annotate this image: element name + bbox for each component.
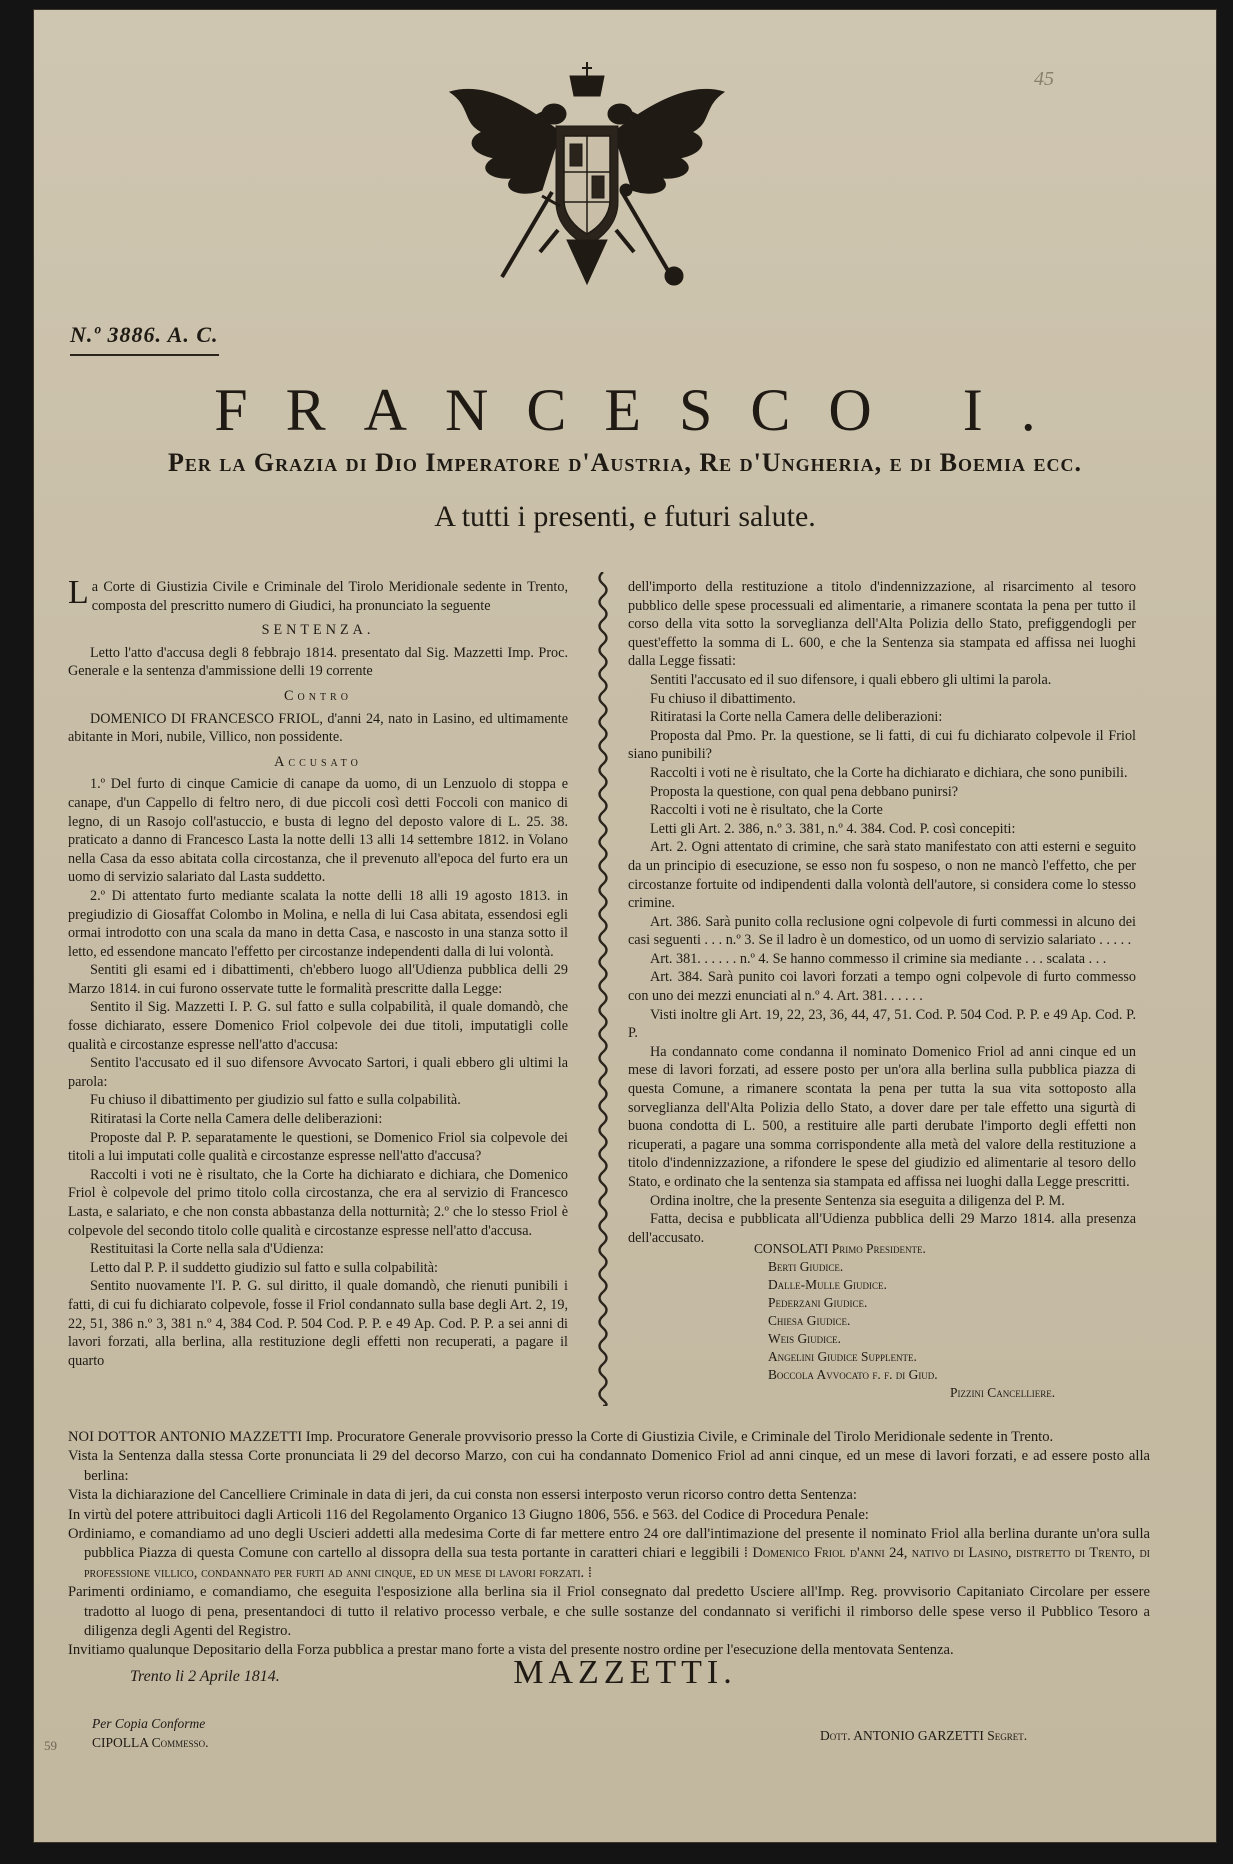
clerk-signature: CIPOLLA Commesso. [92, 1735, 209, 1750]
article-2: Art. 2. Ogni attentato di crimine, che sarà stato manifestato con atti esterni e seguito da un principio di esecuzione, se esso non fu sospeso, o non ne mancò l'effetto, che per circostanze fortuite od indipendenti dalla volontà dell'autore, si considera come lo stesso crimine. [628, 839, 1136, 912]
accusato-heading: Accusato [274, 753, 362, 770]
column-divider-ornament [594, 572, 612, 1406]
charge-1: 1.º Del furto di cinque Camicie di canape da uomo, di un Lenzuolo di stoppa e canape, d'un Cappello di feltro nero, di due piccoli così detti Foccoli con manico di legno, di un Rasojo coll'astuccio, e busta di legno del deposto valore di L. 25. 38. praticato a danno di Francesco Lasta la notte delli 13 alli 14 settembre 1812. in Volano nella Casa da esso abitata colla circostanza, che il prevenuto all'epoca del furto era un uomo di servizio salariato dal Lasta suddetto. [68, 776, 568, 886]
double-headed-eagle-emblem [442, 62, 732, 292]
court-intro: a Corte di Giustizia Civile e Criminale del Tirolo Meridionale sedente in Trento, composta del prescritto numero di Giudici, ha pronunciato la seguente [91, 579, 568, 614]
judge-signature: Berti Giudice. [768, 1259, 844, 1274]
paragraph: Ritiratasi la Corte nella Camera delle deliberazioni: [90, 1111, 383, 1128]
paragraph: Fatta, decisa e pubblicata all'Udienza pubblica delli 29 Marzo 1814. alla presenza dell'accusato. [628, 1211, 1136, 1246]
judge-signature: Boccola Avvocato f. f. di Giud. [768, 1367, 938, 1382]
sovereign-titles: Per la Grazia di Dio Imperatore d'Austria, Re d'Ungheria, e di Boemia ecc. [167, 448, 1083, 477]
copy-conforme: Per Copia Conforme [92, 1716, 206, 1731]
archive-mark: 45 [1034, 68, 1054, 90]
article-384: Art. 384. Sarà punito coi lavori forzati a tempo ogni colpevole di furto commesso con uno dei mezzi enunciati al n.º 4. Art. 381. . . . . . [628, 969, 1136, 1005]
signature-mazzetti: MAZZETTI. [513, 1654, 737, 1691]
judge-signature: Dalle-Mulle Giudice. [768, 1277, 887, 1292]
paragraph: Proposta dal Pmo. Pr. la questione, se li fatti, di cui fu dichiarato colpevole il Friol siano punibili? [628, 727, 1136, 763]
paragraph: Sentiti gli esami ed i dibattimenti, ch'ebbero luogo all'Udienza pubblica delli 29 Marzo 1814. in cui furono osservate tutte le formalità prescritte dalla Legge: [68, 962, 568, 997]
article-381: Art. 381. . . . . . n.º 4. Se hanno commesso il crimine sia mediante . . . scalata . . . [650, 950, 1107, 967]
document-number: N.º 3886. A. C. [70, 322, 219, 356]
judges-list [754, 1240, 1055, 1402]
chancellor-signature: Pizzini Cancelliere. [950, 1385, 1056, 1400]
paragraph: Proposta la questione, con qual pena debbano punirsi? [650, 783, 959, 800]
paragraph: Raccolti i voti ne è risultato, che la Corte ha dichiarato e dichiara, che Domenico Friol è colpevole del primo titolo colla circostanza, che era al servizio di Francesco Lasta, e salariato, e che non consta abbastanza della notturnità; 2.º che lo stesso Friol è colpevole del secondo titolo colle qualità e circostanze espresse nell'atto d'accusa. [68, 1166, 568, 1239]
paragraph: Ordina inoltre, che la presente Sentenza sia eseguita a diligenza del P. M. [650, 1192, 1065, 1209]
order-paragraph: Vista la dichiarazione del Cancelliere Criminale in data di jeri, da cui consta non essersi interposto verun ricorso contro detta Sentenza: [68, 1487, 857, 1504]
order-heading: NOI DOTTOR ANTONIO MAZZETTI Imp. Procuratore Generale provvisorio presso la Corte di Giustizia Civile, e Criminale del Tirolo Meridionale sedente in Trento. [68, 1429, 1054, 1445]
sentenza-heading: SENTENZA. [261, 622, 375, 639]
order-paragraph: Parimenti ordiniamo, e comandiamo, che eseguita l'esposizione alla berlina sia il Friol consegnato dal predetto Usciere all'Imp. Reg. provvisorio Capitaniato Circolare per essere tradotto al luogo di pena, presentandoci di tutto il relativo processo verbale, e che sulle sostanze del condannato si verifichi il rimborso delle spese verso il Pubblico Tesoro a diligenza degli Agenti del Registro. [68, 1584, 1150, 1640]
paragraph: Sentito il Sig. Mazzetti I. P. G. sul fatto e sulla colpabilità, il quale domandò, che fosse dichiarato, essere Domenico Friol colpevole dei due titoli, imputatigli colle qualità e circostanze espresse nell'atto d'accusa: [68, 999, 568, 1053]
order-paragraph: In virtù del potere attribuitoci dagli Articoli 116 del Regolamento Organico 13 Giugno 1806, 556. e 563. del Codice di Procedura Penale: [68, 1506, 869, 1523]
left-column [68, 574, 568, 1370]
judge-signature: Weis Giudice. [768, 1331, 841, 1346]
paragraph: Letti gli Art. 2. 386, n.º 3. 381, n.º 4. 384. Cod. P. così concepiti: [650, 820, 1016, 837]
paragraph: Sentito nuovamente l'I. P. G. sul diritto, il quale domandò, che rienuti punibili i fatti, di cui fu dichiarato colpevole, fosse il Friol condannato sulla base degli Art. 2, 19, 22, 51, 386 n.º 3, 381 n.º 4, 384 Cod. P. 504 Cod. P. P. e 49 Ap. Cod. P. P. a sei anni di lavori forzati, alla berlina, alla restituzione degli effetti non recuperati, a pagare il quarto [68, 1278, 568, 1369]
paragraph: dell'importo della restituzione a titolo d'indennizzazione, al risarcimento al tesoro pubblico delle spese processuali ed alimentarie, a rimanere scontata la pena per tutto il corso della vita sotto la sorveglianza dell'Alta Polizia dello Stato, prefiggendogli per quest'effetto la somma di L. 600, e che la Sentenza sia stampata ed affissa nei luoghi dalla Legge fissati: [628, 579, 1136, 670]
right-column [628, 578, 1136, 1247]
judge-signature: CONSOLATI Primo Presidente. [754, 1241, 926, 1256]
charge-2: 2.º Di attentato furto mediante scalata la notte delli 18 alli 19 agosto 1813. in pregiudizio di Giosaffat Colombo in Molina, e nella di lui Casa abitata, essendosi egli ormai introdotto con una scala da mano in detta Casa, e nascosto in una stanza sotto il letto, ed essendone mancato l'effetto per circostanze independenti dalla di lui volontà. [68, 887, 568, 960]
paragraph: Fu chiuso il dibattimento. [650, 690, 796, 707]
paragraph: Sentiti l'accusato ed il suo difensore, i quali ebbero gli ultimi la parola. [650, 671, 1052, 688]
accused-description: DOMENICO DI FRANCESCO FRIOL, d'anni 24, nato in Lasino, ed ultimamente abitante in Mori, nubile, Villico, non possidente. [68, 710, 568, 746]
paragraph: Letto l'atto d'accusa degli 8 febbrajo 1814. presentato dal Sig. Mazzetti Imp. Proc. Generale e la sentenza d'ammissione delli 19 corrente [68, 644, 568, 680]
salutation: A tutti i presenti, e futuri salute. [434, 500, 816, 533]
sentence-condemnation: Ha condannato come condanna il nominato Domenico Friol ad anni cinque ed un mese di lavori forzati, ad essere posto per un'ora alla berlina sulla pubblica piazza di questa Comune, a rimanere scontata la pena per tutta la sua vita sottoposto alla sorveglianza dell'Alta Polizia dello Stato, a dover dare per tale effetto una sigurtà di buona condotta di L. 500, a restituire alle parti derubate l'importo degli effetti non ricuperati, a pagare una somma corrispondente alla metà del valore della restituzione a titolo d'indennizzazione, a rifondere le spese del giudizio ed alimentarie al tesoro dello Stato, e ordinato che la sentenza sia stampata ed affissa nei luoghi dalla Legge prescritti. [628, 1043, 1136, 1190]
paragraph: Ritiratasi la Corte nella Camera delle deliberazioni: [650, 709, 943, 726]
paragraph: Fu chiuso il dibattimento per giudizio sul fatto e sulla colpabilità. [90, 1092, 461, 1109]
place-date: Trento li 2 Aprile 1814. [130, 1668, 280, 1685]
order-text: Ordiniamo, e comandiamo ad uno degli Uscieri addetti alla medesima Corte di far mettere entro 24 ore dall'intimazione del presente il nominato Friol alla berlina durante un'ora sulla pubblica Piazza di questa Comune con cartello al dissopra della sua testa portante in caratteri chiari e leggibili ⁞ [68, 1526, 1150, 1562]
execution-order [68, 1428, 1150, 1661]
article-386: Art. 386. Sarà punito colla reclusione ogni colpevole di furti commessi in alcuno dei casi seguenti . . . n.º 3. Se il ladro è un domestico, od un uomo di servizio salariato . . . . . [628, 913, 1136, 949]
order-paragraph [68, 1525, 1150, 1583]
paragraph: Restituitasi la Corte nella sala d'Udienza: [90, 1241, 324, 1258]
paragraph: Raccolti i voti ne è risultato, che la Corte ha dichiarato e dichiara, che sono punibili. [650, 764, 1128, 781]
paragraph: Sentito l'accusato ed il suo difensore Avvocato Sartori, i quali ebbero gli ultimi la parola: [68, 1055, 568, 1090]
paragraph: Letto dal P. P. il suddetto giudizio sul fatto e sulla colpabilità: [90, 1259, 438, 1276]
judge-signature: Chiesa Giudice. [768, 1313, 851, 1328]
secretary-signature: Dott. ANTONIO GARZETTI Segret. [820, 1728, 1028, 1743]
judge-signature: Angelini Giudice Supplente. [768, 1349, 917, 1364]
contro-heading: Contro [284, 687, 352, 704]
page-mark: 59 [44, 1738, 57, 1753]
drop-cap: L [68, 574, 89, 611]
placard-text: Domenico Friol d'anni 24, nativo di Lasino, distretto di Trento, di professione villico, condannato per furti ad anni cinque, ed un mese di lavori forzati. ⁞ [84, 1545, 1150, 1581]
paragraph: Visti inoltre gli Art. 19, 22, 23, 36, 44, 47, 51. Cod. P. 504 Cod. P. P. e 49 Ap. Cod. P. P. [628, 1006, 1136, 1042]
sovereign-name: FRANCESCO I. [214, 377, 1074, 443]
order-paragraph: Vista la Sentenza dalla stessa Corte pronunciata li 29 del decorso Marzo, con cui ha condannato Domenico Friol ad anni cinque, ed un mese di lavori forzati, e ad essere posto alla berlina: [68, 1448, 1150, 1484]
order-paragraph: Invitiamo qualunque Depositario della Forza pubblica a prestar mano forte a vista del presente nostro ordine per l'esecuzione della mentovata Sentenza. [68, 1642, 954, 1659]
copy-attestation [92, 1714, 209, 1752]
paragraph: Proposte dal P. P. separatamente le questioni, se Domenico Friol sia colpevole dei titoli a lui imputati colle qualità e circostanze espresse nell'atto d'accusa? [68, 1129, 568, 1165]
paragraph: Raccolti i voti ne è risultato, che la Corte [650, 802, 883, 819]
judge-signature: Pederzani Giudice. [768, 1295, 868, 1310]
document-sheet [34, 10, 1216, 1842]
